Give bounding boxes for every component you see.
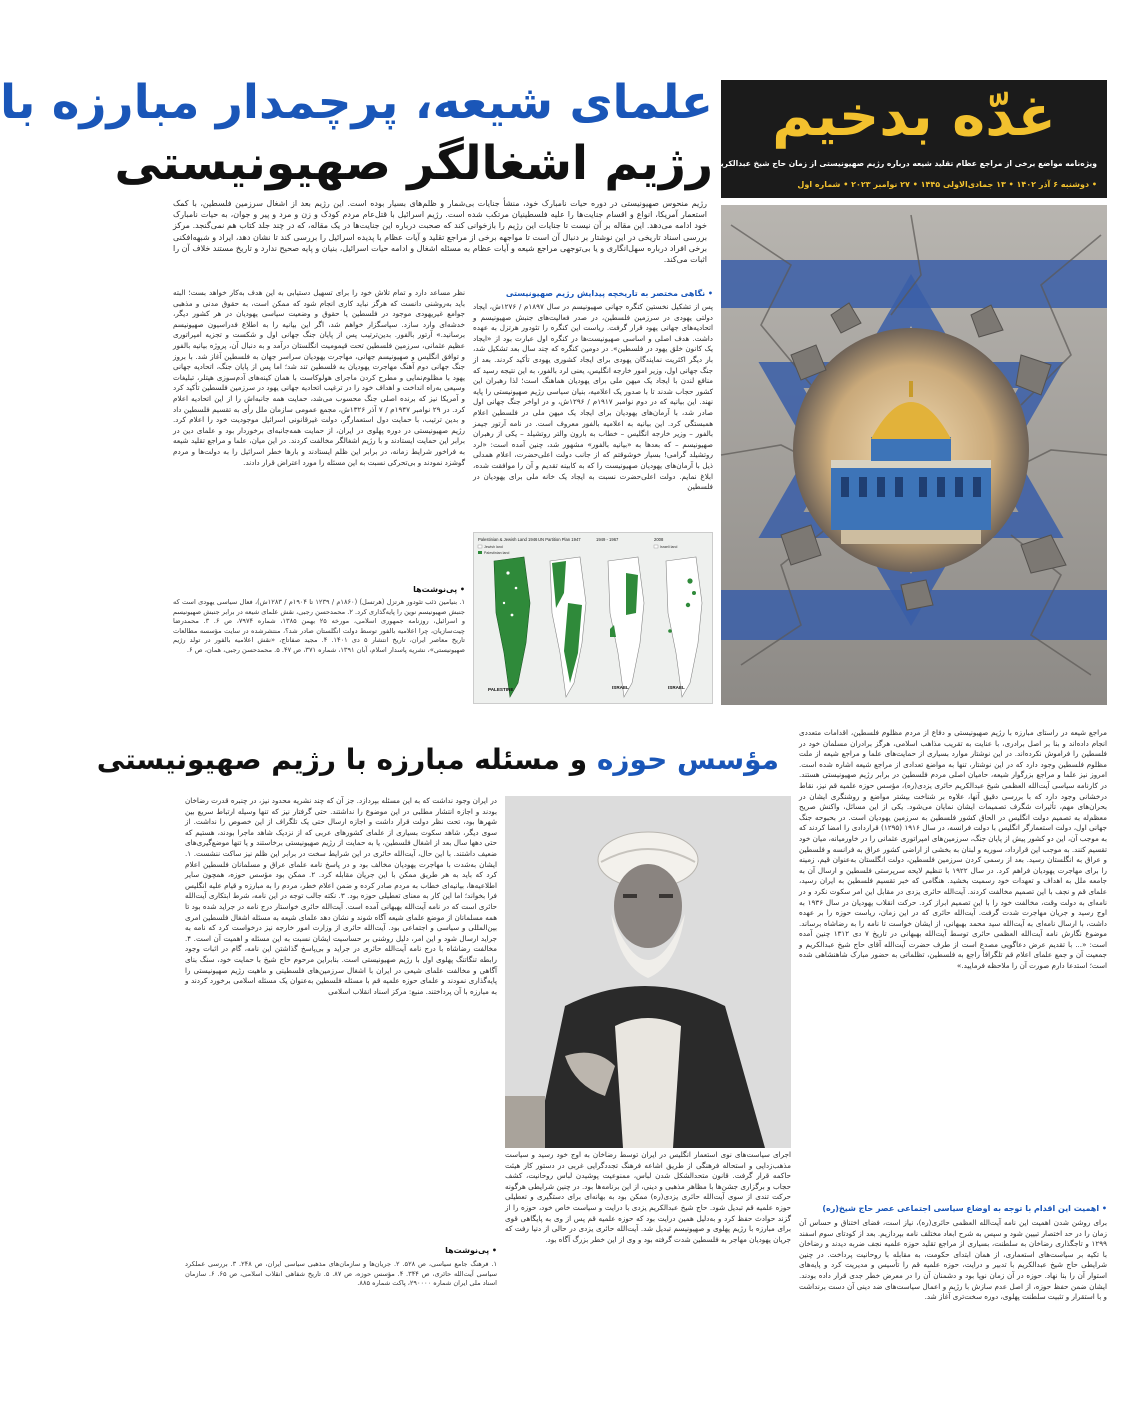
article2-headline — [97, 738, 779, 782]
article2-subheading: • اهمیت این اقدام با توجه به اوضاع سیاسی اجتماعی عصر حاج شیخ(ره) — [822, 1204, 1107, 1213]
map-label-1949: 1949 - 1967 — [596, 537, 619, 542]
poster-image — [721, 205, 1107, 705]
map-name-palestine: PALESTINE — [488, 687, 514, 692]
masthead — [608, 80, 1107, 198]
footnotes-heading: • پی‌نوشت‌ها — [413, 585, 465, 594]
portrait-photo — [505, 796, 791, 1148]
article2-column-d: مراجع شیعه در راستای مبارزه با رژیم صهیونیستی و دفاع از مردم مظلوم فلسطین، اقدامات متعددی انجام داده‌اند و بنا بر اصل برادری، با عنایت به تقریب مذاهب اسلامی، هرگز برادران مسلمان خود در فلسطین را فراموش نکرده‌اند. در این نوشتار موارد بسیاری از حمایت‌های علما و مراجع شیعه از ملت مظلوم فلسطین وجود دارد که در این نوشتار، تنها به مواضع تعدادی از مراجع شیعه اشاره شده است. امروز نیز علما و مراجع بزرگوار شیعه، حامیان اصلی مردم فلسطین در برابر رژیم صهیونیستی هستند. در کارنامه سیاسی آیت‌الله العظمی شیخ عبدالکریم حائری یزدی(ره)، مؤسس حوزه علمیه قم نیز، نقاط درخشانی وجود دارد که با بررسی دقیق آنها، علاوه بر شناخت بیشتر مواضع و روشنگری ایشان در بحران‌های مهم، تأثیرات شگرف تصمیمات ایشان نمایان می‌شود. یکی از این مسائل، واکنش صریح معظم‌له به تصمیم دولت انگلیس در الحاق کشور فلسطین به سرزمین یهودیان است. در بحبوحه جنگ جهانی اول، دولت استعمارگر انگلیس با دولت فرانسه، در سال ۱۹۱۶ (۱۲۹۵) قراردادی را امضا کردند که به موجب آن، این دو کشور پیش از پایان جنگ، سرزمین‌های امپراتوری عثمانی را در خاورمیانه، میان خود تقسیم کنند. به موجب این قرارداد، سوریه و لبنان به بخشی از اراضی کشور عراق به فرانسه و فلسطین و عراق به انگلستان رسید. بعد از رسمی کردن سرزمین فلسطین، دولت انگلستان به‌عنوان قیم، زمینه را برای مهاجرت یهودیان فراهم کرد. در سال ۱۹۲۲ با تنظیم لایحه سرپرستی فلسطین و ارسال آن به جامعه ملل به اهداف و تعهدات خود رسمیت بخشید. هنگامی که خبر تقسیم فلسطین به ایران رسید، علمای قم و نجف با این تصمیم مخالفت کردند. آیت‌الله حائری یزدی در مقابل این امر سکوت نکرد و در نامه‌ای به دولت وقت، مخالفت خود را با این تصمیم ابراز کرد. حرکت انقلاب یهودیان در سال ۱۹۳۶ به اوج رسید و جریان مهاجرت شدت گرفت. آیت‌الله حائری که در این زمان، ریاست حوزه را بر عهده داشت، با ارسال نامه‌ای به آیت‌الله سید محمد بهبهانی، از ایشان خواست تا نامه را به رضاشاه برساند. موضوع نگارش نامه آیت‌الله العظمی حائری توسط آیت‌الله بهبهانی در تاریخ ۷ دی ۱۳۱۲ چنین آمده است: «... با تقدیم عرض دعاگویی مصدع است از طرف حضرت آیت‌الله آقای حاج شیخ عبدالکریم و جمعیت آن و جمع علمای اعلام قم تلگرافاً راجع به فلسطین، تظلماتی به حضور مبارک شاهنشاهی شده است؛ استدعا دارم صورت آن را ملاحظه فرمایید.» — [799, 728, 1108, 971]
map-label-1946: Palestinian & Jewish Land 1946 — [478, 537, 538, 542]
masthead-description: ویژه‌نامه مواضع برخی از مراجع عظام تقلید شیعه درباره رژیم صهیونیستی از زمان حاج شیخ عبدالکریم یزدی‌(ره) تا امام خمینی(ره) — [608, 159, 1097, 168]
article2-banner — [96, 728, 793, 792]
headline-line-1: علمای شیعه، پرچمدار مبارزه با — [0, 75, 713, 130]
article2-headline-highlight: مؤسس حوزه — [596, 743, 779, 776]
palestine-maps-figure — [473, 532, 713, 704]
map-legend-palestinian: Palestinian land — [484, 551, 510, 555]
article2-caption: اجرای سیاست‌های نوی استعمار انگلیس در ایران توسط رضاخان به اوج خود رسید و سیاست مذهب‌زدایی و استحاله فرهنگی از طریق اشاعه فرهنگ تجددگرایی غربی در دستور کار هیئت حاکمه قرار گرفت. قانون متحدالشکل شدن لباس، ممنوعیت پوشیدن لباس روحانیت، کشف حجاب و برگزاری جشن‌ها با مظاهر مذهبی و دینی، از این برنامه‌ها بود. در چنین شرایطی هرگونه حرکت تندی از سوی آیت‌الله حائری یزدی(ره) ممکن بود به بهانه‌ای برای دستگیری و تعطیلی حوزه علمیه قم تبدیل شود. حاج شیخ عبدالکریم یزدی با درایت و سیاست خاص خود، حوزه را از گزند حوادث حفظ کرد و به‌دلیل همین درایت بود که حوزه علمیه قم پس از وی به پایگاهی قوی برای مبارزه با رژیم پهلوی و صهیونیسم تبدیل شد. آیت‌الله حائری یزدی در حالی از دنیا رفت که جریان یهودیان مهاجر به فلسطین شدت گرفته بود و وی از این خطر بزرگ آگاه بود. — [505, 1150, 791, 1244]
map-legend-israeli: Israeli land — [660, 545, 678, 549]
headline-line-2: رژیم اشغالگر صهیونیستی — [114, 136, 713, 191]
map-label-1947: UN Partition Plan 1947 — [538, 537, 581, 542]
article2-column-d2: برای روشن شدن اهمیت این نامه آیت‌الله العظمی حائری(ره)، نیاز است، فضای اختناق و حساس آن زمان را در حد اختصار تبیین شود و سپس به شرح ابعاد مختلف نامه بپردازیم. بعد از کودتای سوم اسفند ۱۲۹۹ و تاجگذاری رضاخان به سلطنت، بسیاری از مراجع تقلید حوزه علمیه نجف ضربه دیدند و رضاخان با تکیه بر سیاست‌های استعماری، از همان ابتدای حکومت، به مقابله با روحانیت پرداخت. در چنین شرایطی حاج شیخ عبدالکریم با تدبیر و درایت، حوزه علمیه قم را تأسیس و مدیریت کرد و پایه‌های استوار آن را بنا نهاد. حوزه در آن زمان نوپا بود و دشمنان آن را در معرض خطر جدی قرار داده بودند. ایشان ضمن حفظ حوزه، از اصل عدم سازش با رژیم و اعمال سیاست‌های ضد دینی آن دست برنداشت و با استقرار و تثبیت سلطنت پهلوی، دوره سخت‌تری آغاز شد. — [799, 1218, 1107, 1302]
maps-svg — [474, 533, 712, 703]
masthead-dateline: • دوشنبه ۶ آذر ۱۴۰۲ • ۱۳ جمادی‌الاولی ۱۴۴۵ • ۲۷ نوامبر ۲۰۲۳ • شماره اول — [797, 180, 1097, 189]
article2-column-c: در ایران وجود نداشت که به این مسئله بپردازد. جز آن که چند نشریه محدود نیز، در چنبره قدرت رضاخان بودند و اجازه انتشار مطلبی در این موضوع را نداشتند. حتی گرفتار نیز که تنها وسیله ارتباط سریع بین شهرها بود، تحت نظر دولت قرار داشت و اجازه ارسال حتی یک تلگراف از این خصوص را نداشت. از سوی دیگر، شاهد سکوت بسیاری از علمای کشورهای عربی که از نزدیک شاهد ماجرا بودند، هستیم که حتی دهها سال بعد از اشغال فلسطین، یا به حمایت از رژیم صهیونیستی برخاستند و یا تنها موضع‌گیری‌های ضعیف داشتند. با این حال، آیت‌الله حائری در این شرایط سخت در برابر این ظلم نیز ساکت ننشست. ۱. ایشان به‌شدت با مهاجرت یهودیان مخالف بود و در پاسخ نامه علمای عراق و مسلمانان فلسطین اعلام کرد که باید به هر طریق ممکن با این جریان مقابله کرد. ۲. ممکن بود مؤسس حوزه، همچون سایر اطلاعیه‌ها، بیانیه‌ای خطاب به مردم صادر کرده و ضمن اعلام خطر، مردم را به مبارزه و قیام علیه انگلیس فرا بخواند؛ اما این کار به معنای تعطیلی حوزه بود. ۳. نکته جالب توجه در این نامه، شرط ابتکاری آیت‌الله حائری است که در نامه آیت‌الله بهبهانی آمده است. آیت‌الله حائری خواستار درج نامه در جراید شده بود تا همه مسلمانان از موضع علمای شیعه آگاه شوند و نشان دهد علمای شیعه به مسئله اشغال فلسطین امری بین‌المللی و سیاسی و اجتماعی بود. آیت‌الله حائری از وزارت امور خارجه نیز درخواست کرد که نامه به جراید ارسال شود و این امر، دلیل روشنی بر حساسیت ایشان نسبت به این مسئله و اهمیت آن است. ۴. مخالفت رضاشاه با درج نامه آیت‌الله حائری در جراید و بی‌پاسخ گذاشتن این نامه، گام در اثبات وجود رابطه تنگاتنگ پهلوی اول با رژیم صهیونیستی است. بنابراین مرحوم حاج شیخ با حمایت خود، سنگ بنای آگاهی و مخالفت علمای شیعی در ایران با اشغال سرزمین‌های فلسطینی و ماهیت رژیم صهیونیستی را پایه‌گذاری نمودند و علمای حوزه علمیه قم با مسئله فلسطین به‌عنوان یک مسئله اسلامی برخورد کردند و به مبارزه با آن پرداختند. منبع: مرکز اسناد انقلاب اسلامی — [185, 796, 497, 996]
article2-headline-rest: و مسئله مبارزه با رژیم صهیونیستی — [96, 743, 597, 776]
article2-footnotes-heading: • پی‌نوشت‌ها — [445, 1246, 497, 1255]
lead-paragraph: رژیم منحوس صهیونیستی در دوره حیات نامبارک خود، منشأ جنایات بی‌شمار و ظلم‌های بسیار بوده است. این رژیم بعد از اشغال سرزمین فلسطین، با کمک استعمار آمریکا، انواع و اقسام جنایت‌ها را علیه فلسطینیان مرتکب شده است. رژیم اسرائیل با قتل‌عام مردم کودک و زن و مرد و پیر و جوان، به حیات نامبارک خود ادامه می‌دهد. این مقاله بر آن نیست تا جنایات این رژیم را بازخوانی کند که صحبت درباره این جنایت‌ها در یک مقاله، که در چند جلد کتاب هم نمی‌گنجد. مرکز بررسی اسناد تاریخی در این نوشتار بر دنبال آن است تا مواجهه برخی از مراجع تقلید و آیات عظام با پدیده اسرائیل را بررسی کند تا نشان دهد، ایراد و شبهه‌افکنی برخی افراد درباره سهل‌انگاری و یا بی‌توجهی مراجع شیعه و آیات عظام به مسئله اشغال و ادامه حیات اسرائیل، بنیان و پایه صحیح ندارد و تاریخ مستند خلاف آن را اثبات می‌کند. — [173, 199, 707, 265]
portrait-image — [505, 796, 791, 1148]
article-column-a: پس از تشکیل نخستین کنگره جهانی صهیونیسم در سال ۱۸۹۷م / ۱۲۷۶ش، ایجاد دولتی یهودی در سرزمین فلسطین، در صدر فعالیت‌های جنبش صهیونیسم و اتحادیه‌های جهانی یهود قرار گرفت. ریاست این کنگره را تئودور هرتزل به عهده داشت. هدف اصلی و اساسی صهیونیست‌ها در کنگره اول عبارت بود از «ایجاد یک کانون خلق یهود در فلسطین». در دومین کنگره که چند سال بعد تشکیل شد، بار دیگر اکثریت نمایندگان یهودی برای ایجاد کشوری یهودی تأکید کردند. بعد از جنگ جهانی اول، وزیر امور خارجه انگلیس، یعنی لرد بالفور، به این نتیجه رسید که منافع لندن با ایجاد یک میهن ملی برای یهودیان هماهنگ است؛ لذا رهبران این کشور حجاب شدند تا با صدور یک اعلامیه، بنیان سیاسی رژیم صهیونیستی را پایه نهند. این بیانیه که در دوم نوامبر ۱۹۱۷م / ۱۲۹۶ش، و در اواخر جنگ جهانی اول صادر شد، با آرمان‌های یهودیان برای ایجاد یک میهن ملی در فلسطین اعلام همبستگی کرد. این بیانیه به اعلامیه بالفور معروف است. در نامه آرتور جیمز بالفور – وزیر خارجه انگلیس – خطاب به بارون والتر روتشیلد – یکی از رهبران صهیونیسم – که بعدها به «بیانیه بالفور» مشهور شد، چنین آمده است: «لرد روتشیلد گرامی! بسیار خوشوقتم که از جانب دولت اعلی‌حضرت، اعلام همدلی ذیل با آرمان‌های یهودیان صهیونیست را که به کابینه تقدیم و آن را موافقت شده، ابلاغ نمایم. دولت اعلی‌حضرت نسبت به ایجاد یک خانه ملی برای یهودیان در فلسطین — [473, 302, 713, 492]
poster-illustration — [721, 205, 1107, 705]
map-label-2008: 2008 — [654, 537, 664, 542]
map-name-israel-2: ISRAEL — [668, 685, 685, 690]
article2-footnotes-list: ۱. فرهنگ جامع سیاسی، ص ۵۲۸. ۲. جریان‌ها و سازمان‌های مذهبی سیاسی ایران، ص ۲۴۸. ۳. بررسی عملکرد سیاسی آیت‌الله حائری، ص ۳۴۴. ۴. مؤسس حوزه، ص ۸۷. ۵. تاریخ شفاهی انقلاب اسلامی، ص ۶۵. ۶. سازمان اسناد ملی ایران شماره ۲۹۰۰۰۰، پاکت شماره ۸۸۵. — [185, 1260, 497, 1288]
subheading-history: • نگاهی مختصر به تاریخچه پیدایش رژیم صهیونیستی — [505, 289, 713, 298]
map-name-israel-1: ISRAEL — [612, 685, 629, 690]
map-legend-jewish: Jewish land — [484, 545, 503, 549]
footnotes-list: ۱. بنیامین ذئب تئودور هرتزل (هرتسل) (۱۸۶۰م / ۱۲۳۹ تا ۱۹۰۴م / ۱۲۸۳ش)، فعال سیاسی یهودی است که جنبش صهیونیسم نوین را پایه‌گذاری کرد. ۲. محمدحسن رجبی، نقش علمای شیعه در برابر جنبش صهیونیسم و اسرائیل، روزنامه جمهوری اسلامی، مورخه ۲۵ بهمن ۱۳۸۵، شماره ۷۹۷۴، ص ۶. ۳. محمدرضا چیت‌سازیان، چرا اعلامیه بالفور توسط دولت انگلستان صادر شد؟، منتشرشده در سایت مؤسسه مطالعات تاریخ معاصر ایران، تاریخ انتشار ۵ دی ۱۴۰۱. ۴. مجید صفاتاج، «نقش اعلامیه بالفور در تولد رژیم صهیونیستی»، نشریه پاسدار اسلام، آبان ۱۳۹۱، شماره ۳۷۱، ص ۴۷. ۵. محمدحسن رجبی، همان، ص ۶. — [173, 598, 466, 654]
article-column-b: نظر مساعد دارد و تمام تلاش خود را برای تسهیل دستیابی به این هدف به‌کار خواهد بست؛ البته باید به‌روشنی دانست که هرگز نباید کاری انجام شود که ممکن است، به حقوق مدنی و مذهبی جوامع غیریهودی موجود در فلسطین یا حقوق و وضعیت سیاسی یهودیان در هر کشور دیگر، خدشه‌ای وارد سازد. سپاسگزار خواهم شد، اگر این بیانیه را به اطلاع فدراسیون صهیونیسم برسانید.» آرتور بالفور. بدین‌ترتیب پس از پایان جنگ جهانی اول و شکست و تجزیه امپراتوری عظیم عثمانی، سرزمین فلسطین تحت قیمومیت انگلستان درآمد و به دنبال آن، پروژه بیانیه بالفور و توافق انگلیس و صهیونیسم جهانی، مهاجرت یهودیان سراسر جهان به فلسطین آغاز شد. با بروز جنگ جهانی دوم آهنگ مهاجرت یهودیان به فلسطین تند شد؛ اما پس از پایان جنگ، اتحادیه جهانی یهود با مظلوم‌نمایی و مطرح کردن ماجرای هولوکاست با همان کینه‌های آدم‌سوزی هیتلر، تبلیغات وسیعی به‌راه انداخت و اهداف خود را در ترغیب اتحادیه جهانی یهود در سرزمین فلسطین تأکید کرد و آمریکا نیز که برنده اصلی جنگ محسوب می‌شد، حمایت همه جانبه‌اش را از این اتحادیه اعلام کرد. در ۲۹ نوامبر ۱۹۴۷م / ۷ آذر ۱۳۲۶ش، مجمع عمومی سازمان ملل رأی به تقسیم فلسطین داد و بدین ترتیب، با حمایت دول استعمارگر، دولت غیرقانونی اسرائیل موجودیت خود را اعلام کرد. رژیم صهیونیستی در دوره پهلوی در ایران، از حمایت همه‌جانبه‌ای برخوردار بود و علمای دین در برابر این حمایت ایستادند و با رژیم اشغالگر مخالفت کردند. در این میان، علما و مراجع تقلید شیعه به فراخور شرایط زمانه، در برابر این ظلم ایستادند و بارها خطر اسرائیل را به دولت‌ها و مردم گوشزد نمودند و بی‌تحرکی نسبت به این مسئله را مورد اعتراض قرار دادند. — [173, 288, 465, 467]
masthead-title: غدّه بدخیم — [772, 84, 1056, 149]
